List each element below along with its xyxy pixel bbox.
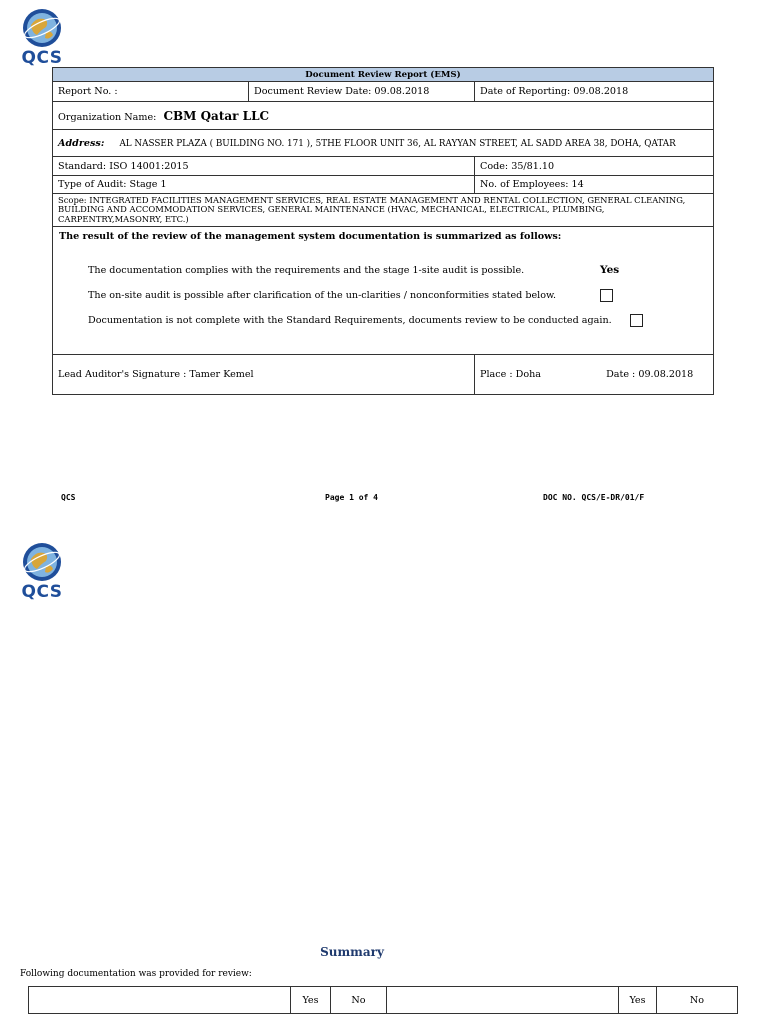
no-header-right: No <box>657 987 738 1014</box>
yes-header-left: Yes <box>291 987 331 1014</box>
result-item-3-checkbox[interactable] <box>630 314 643 327</box>
organization-cell <box>53 102 714 130</box>
footer-left: QCS <box>61 493 76 502</box>
qcs-logo <box>18 8 66 68</box>
summary-title: Summary <box>320 945 384 959</box>
no-header-left: No <box>331 987 387 1014</box>
place-date-cell <box>475 355 714 395</box>
qcs-logo-page-2 <box>18 542 66 602</box>
provided-documentation-text: Following documentation was provided for review: <box>20 969 252 979</box>
code-cell: Code: 35/81.10 <box>475 157 714 176</box>
doc-item-cell-right <box>387 987 619 1014</box>
organization-label: Organization Name: <box>58 111 157 123</box>
review-date-cell: Document Review Date: 09.08.2018 <box>249 82 475 102</box>
result-item-3: Documentation is not complete with the Standard Requirements, documents review to be conducted again. <box>88 315 612 327</box>
result-item-2: The on-site audit is possible after clarification of the un-clarities / nonconformities stated below. <box>88 290 557 302</box>
reporting-date-cell: Date of Reporting: 09.08.2018 <box>475 82 714 102</box>
result-title: The result of the review of the management system documentation is summarized as follows: <box>59 231 562 243</box>
logo-text: QCS <box>21 48 63 68</box>
sign-date-value: Date : 09.08.2018 <box>606 369 694 381</box>
logo-text-page-2: QCS <box>21 582 63 602</box>
place-value: Place : Doha <box>480 369 541 381</box>
review-result-cell <box>53 227 714 355</box>
documentation-checklist-table <box>28 986 738 1014</box>
globe-logo-icon <box>22 8 62 48</box>
result-item-1: The documentation complies with the requirements and the stage 1-site audit is possible. <box>88 265 525 277</box>
footer-doc-number: DOC NO. QCS/E-DR/01/F <box>543 493 645 502</box>
standard-cell: Standard: ISO 14001:2015 <box>53 157 475 176</box>
report-heading: Document Review Report (EMS) <box>53 68 714 82</box>
footer-page-number: Page 1 of 4 <box>325 493 378 502</box>
employees-cell: No. of Employees: 14 <box>475 176 714 194</box>
yes-header-right: Yes <box>619 987 657 1014</box>
globe-logo-icon <box>22 542 62 582</box>
result-item-2-checkbox[interactable] <box>600 289 613 302</box>
report-no-cell: Report No. : <box>53 82 249 102</box>
document-review-report-table <box>52 67 714 395</box>
scope-cell: Scope: INTEGRATED FACILITIES MANAGEMENT SERVICES, REAL ESTATE MANAGEMENT AND RENTAL COLLECTION, GENERAL CLEANING, BUILDING AND ACCOMMODATION SERVICES, GENERAL MAINTENANCE (HVAC, MECHANICAL, ELECTRICAL, PLUMBING, CARPENTRY,MASONRY, ETC.) <box>53 194 714 227</box>
address-cell <box>53 130 714 157</box>
audit-type-cell: Type of Audit: Stage 1 <box>53 176 475 194</box>
organization-name: CBM Qatar LLC <box>163 108 270 123</box>
doc-item-cell-left <box>29 987 291 1014</box>
address-label: Address: <box>58 137 105 149</box>
address-value: AL NASSER PLAZA ( BUILDING NO. 171 ), 5THE FLOOR UNIT 36, AL RAYYAN STREET, AL SADD AREA 38, DOHA, QATAR <box>119 138 676 149</box>
signature-cell: Lead Auditor's Signature : Tamer Kemel <box>53 355 475 395</box>
result-item-1-answer: Yes <box>600 264 620 277</box>
